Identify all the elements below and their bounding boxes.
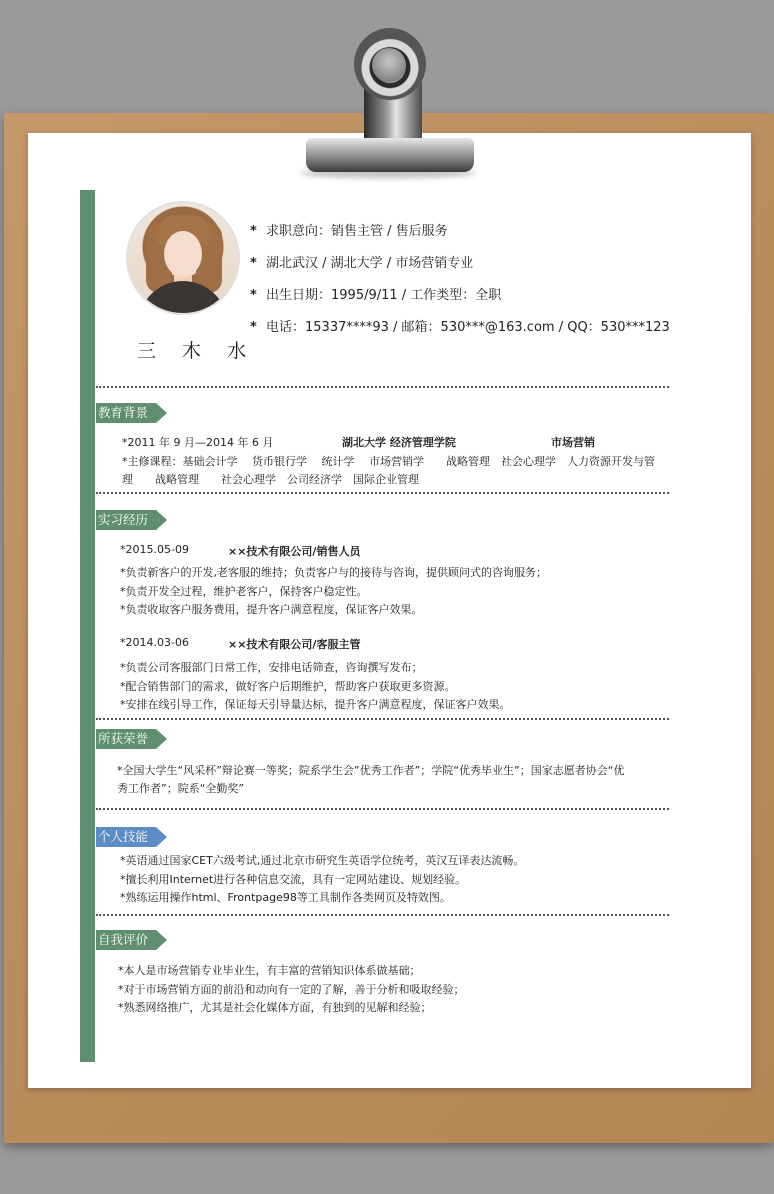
info-location: * 湖北武汉 / 湖北大学 / 市场营销专业	[250, 256, 474, 271]
job-duty: *配合销售部门的需求，做好客户后期维护，帮助客户获取更多资源。	[120, 680, 456, 693]
divider	[96, 808, 669, 810]
job-date: *2015.05-09	[120, 543, 189, 556]
candidate-name: 三 木 水	[137, 340, 257, 362]
edu-courses-cont: 理 战略管理 社会心理学 公司经济学 国际企业管理	[122, 473, 419, 486]
honors-text: *全国大学生“风采杯”辩论赛一等奖；院系学生会”优秀工作者”；学院“优秀毕业生”；国家志愿者协会“优	[117, 764, 625, 777]
divider	[96, 718, 669, 720]
avatar	[126, 201, 240, 315]
edu-courses: *主修课程：基础会计学 货币银行学 统计学 市场营销学 战略管理 社会心理学 人力资源开发与管	[122, 455, 655, 468]
job-company: ××技术有限公司/销售人员	[228, 545, 361, 558]
job-duty: *负责新客户的开发,老客服的维持；负责客户与的接待与咨询，提供顾问式的咨询服务；	[120, 566, 547, 579]
job-duty: *负责公司客服部门日常工作，安排电话筛查，咨询撰写发布；	[120, 661, 423, 674]
info-contact: * 电话：15337****93 / 邮箱：530***@163.com / QQ：530***123	[250, 320, 670, 335]
self-eval-item: *熟悉网络推广，尤其是社会化媒体方面，有独到的见解和经验；	[118, 1001, 432, 1014]
section-tag-skills: 个人技能	[96, 827, 156, 847]
job-duty: *负责收取客户服务费用，提升客户满意程度，保证客户效果。	[120, 603, 423, 616]
skill-item: *熟练运用操作html、Frontpage98等工具制作各类网页及特效图。	[120, 891, 451, 904]
section-tag-education: 教育背景	[96, 403, 156, 423]
honors-text-cont: 秀工作者”；院系“全勤奖”	[117, 782, 245, 795]
edu-period: *2011 年 9 月—2014 年 6 月	[122, 436, 274, 449]
job-duty: *安排在线引导工作，保证每天引导量达标，提升客户满意程度，保证客户效果。	[120, 698, 511, 711]
clip-hole	[372, 48, 406, 82]
info-birth: * 出生日期：1995/9/11 / 工作类型：全职	[250, 288, 502, 303]
self-eval-item: *对于市场营销方面的前沿和动向有一定的了解，善于分析和吸取经验；	[118, 983, 465, 996]
section-tag-honors: 所获荣誉	[96, 729, 156, 749]
divider	[96, 492, 669, 494]
section-tag-self-eval: 自我评价	[96, 930, 156, 950]
divider	[96, 386, 669, 388]
edu-major: 市场营销	[551, 436, 595, 449]
divider	[96, 914, 669, 916]
section-tag-internship: 实习经历	[96, 510, 156, 530]
job-company: ××技术有限公司/客服主管	[228, 638, 361, 651]
sidebar-stripe	[80, 190, 95, 1062]
self-eval-item: *本人是市场营销专业毕业生，有丰富的营销知识体系做基础；	[118, 964, 421, 977]
clip-base-icon	[306, 138, 474, 172]
skill-item: *英语通过国家CET六级考试,通过北京市研究生英语学位统考，英汉互译表达流畅。	[120, 854, 525, 867]
edu-school: 湖北大学 经济管理学院	[342, 436, 456, 449]
job-date: *2014.03-06	[120, 636, 189, 649]
skill-item: *擅长利用Internet进行各种信息交流，具有一定网站建设、规划经验。	[120, 873, 467, 886]
info-job-target: * 求职意向：销售主管 / 售后服务	[250, 224, 448, 239]
job-duty: *负责开发全过程，维护老客户，保持客户稳定性。	[120, 585, 368, 598]
